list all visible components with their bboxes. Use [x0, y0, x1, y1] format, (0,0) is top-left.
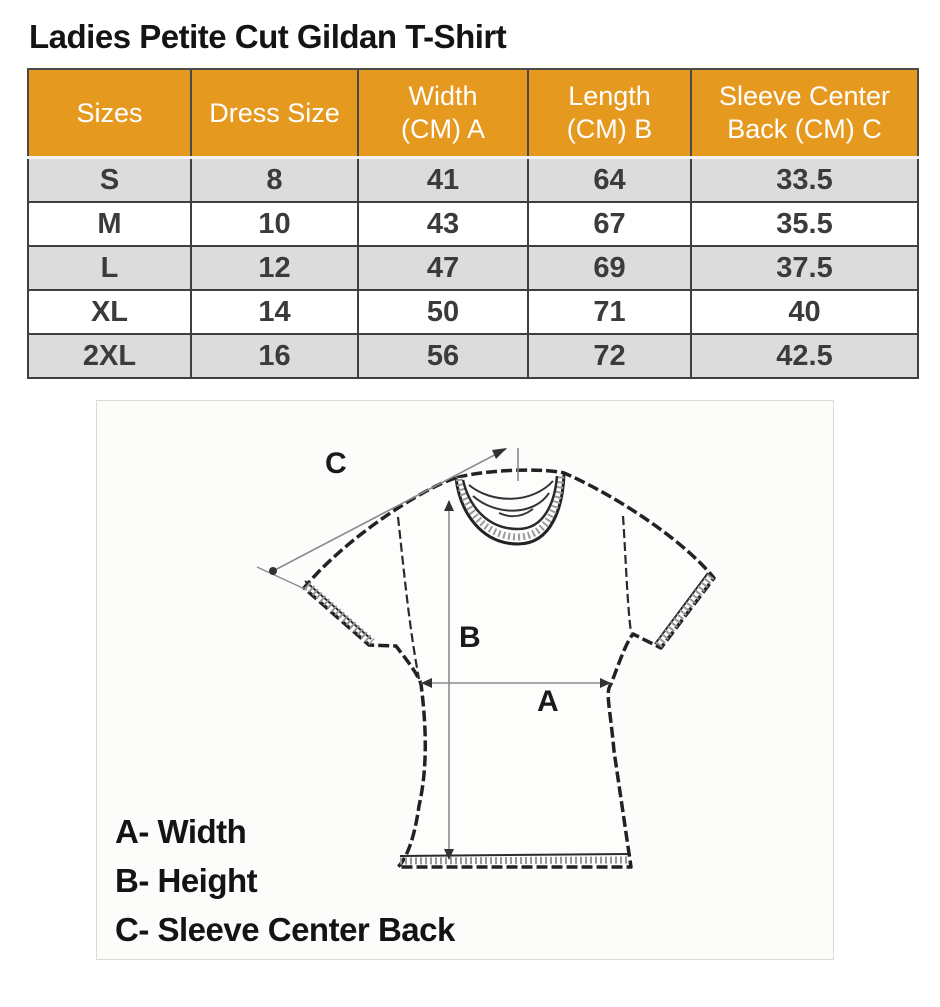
page-title: Ladies Petite Cut Gildan T-Shirt	[29, 18, 507, 55]
diagram-label-c: C	[325, 447, 347, 480]
cell-sleeve-center-back: 37.5	[691, 246, 918, 290]
cell-width: 47	[358, 246, 528, 290]
size-table-header	[28, 69, 918, 158]
cell-dress-size: 12	[191, 246, 358, 290]
table-row-2xl	[28, 334, 918, 378]
arrowhead-c	[492, 448, 507, 459]
size-table	[27, 68, 919, 379]
diagram-legend	[115, 807, 455, 954]
column-header-dress-size: Dress Size	[191, 69, 358, 158]
cell-sleeve-center-back: 35.5	[691, 202, 918, 246]
cell-width: 56	[358, 334, 528, 378]
c-endpoint-dot	[269, 567, 277, 575]
legend-item-sleeve-center-back: C- Sleeve Center Back	[115, 911, 455, 948]
cell-size: 2XL	[28, 334, 191, 378]
cell-size: XL	[28, 290, 191, 334]
cell-dress-size: 10	[191, 202, 358, 246]
table-row-s	[28, 158, 918, 203]
column-header-sleeve-center-back: Sleeve Center Back (CM) C	[691, 69, 918, 158]
cell-dress-size: 14	[191, 290, 358, 334]
cell-length: 67	[528, 202, 691, 246]
cell-sleeve-center-back: 40	[691, 290, 918, 334]
cell-size: L	[28, 246, 191, 290]
cell-width: 43	[358, 202, 528, 246]
cell-size: M	[28, 202, 191, 246]
c-extension-line	[257, 567, 307, 590]
table-row-xl	[28, 290, 918, 334]
cell-length: 69	[528, 246, 691, 290]
cell-length: 71	[528, 290, 691, 334]
cell-sleeve-center-back: 33.5	[691, 158, 918, 203]
cell-dress-size: 16	[191, 334, 358, 378]
cell-width: 41	[358, 158, 528, 203]
cell-length: 64	[528, 158, 691, 203]
cell-width: 50	[358, 290, 528, 334]
cell-dress-size: 8	[191, 158, 358, 203]
diagram-label-a: A	[537, 685, 559, 718]
column-header-length: Length (CM) B	[528, 69, 691, 158]
table-row-l	[28, 246, 918, 290]
column-header-sizes: Sizes	[28, 69, 191, 158]
column-header-width: Width (CM) A	[358, 69, 528, 158]
table-row-m	[28, 202, 918, 246]
cell-size: S	[28, 158, 191, 203]
legend-item-width: A- Width	[115, 813, 247, 850]
measurement-diagram	[96, 400, 834, 960]
cell-length: 72	[528, 334, 691, 378]
cell-sleeve-center-back: 42.5	[691, 334, 918, 378]
legend-item-height: B- Height	[115, 862, 258, 899]
diagram-label-b: B	[459, 621, 481, 654]
